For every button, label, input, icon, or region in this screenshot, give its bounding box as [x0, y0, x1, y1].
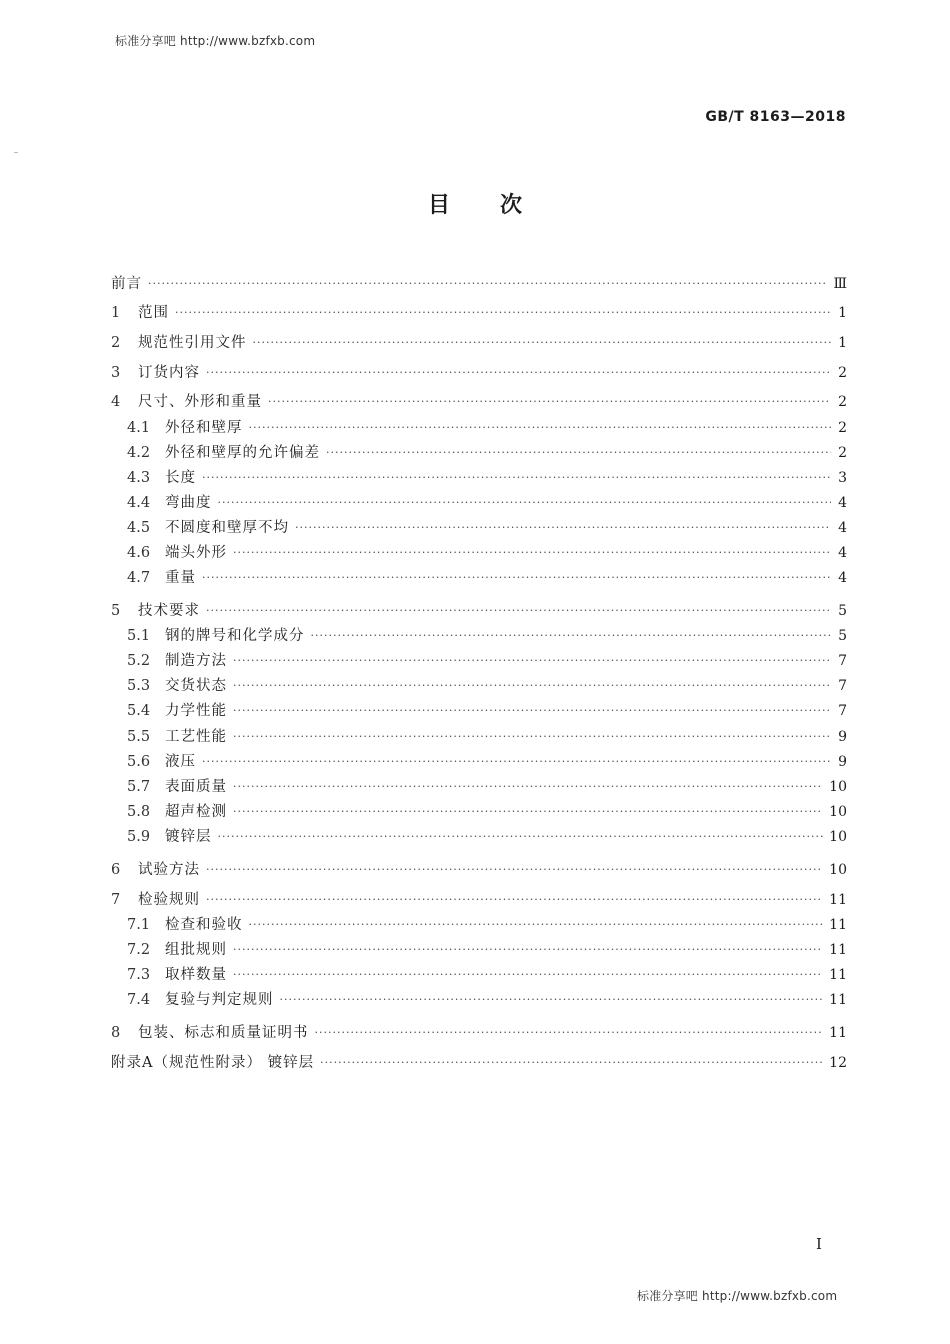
toc-entry[interactable]	[111, 671, 847, 696]
toc-entry-label: 前言	[111, 275, 142, 292]
toc-entry-number: 4.7	[127, 570, 151, 587]
toc-entry-label: 取样数量	[165, 966, 227, 983]
toc-entry-number: 4.1	[127, 419, 151, 436]
toc-entry-label: 长度	[165, 469, 196, 486]
toc-dot-leader	[249, 418, 832, 438]
toc-entry-page: 2	[838, 444, 847, 461]
toc-entry-number: 5.5	[127, 728, 151, 745]
toc-entry-label: 力学性能	[165, 703, 227, 720]
toc-dot-leader	[206, 601, 831, 621]
toc-entry-page: 1	[838, 335, 847, 352]
toc-dot-leader	[233, 543, 831, 563]
toc-entry[interactable]	[111, 588, 847, 621]
toc-entry[interactable]	[111, 847, 847, 880]
toc-entry[interactable]	[111, 747, 847, 772]
toc-dot-leader	[218, 827, 824, 847]
toc-entry-page: Ⅲ	[833, 275, 847, 292]
toc-dot-leader	[268, 392, 831, 412]
toc-entry-label: 弯曲度	[165, 494, 212, 511]
toc-entry[interactable]	[111, 880, 847, 910]
toc-entry[interactable]	[111, 463, 847, 488]
toc-entry-page: 7	[838, 678, 847, 695]
toc-entry[interactable]	[111, 797, 847, 822]
toc-entry-label: 不圆度和壁厚不均	[165, 519, 289, 536]
toc-entry-number: 7.1	[127, 916, 151, 933]
toc-dot-leader	[202, 468, 831, 488]
toc-entry[interactable]	[111, 323, 847, 353]
toc-entry[interactable]	[111, 1043, 847, 1073]
standard-code: GB/T 8163—2018	[705, 109, 846, 125]
toc-entry[interactable]	[111, 935, 847, 960]
toc-entry-label: 订货内容	[138, 364, 200, 381]
toc-entry-page: 10	[829, 803, 847, 820]
toc-entry-label: 钢的牌号和化学成分	[165, 628, 305, 645]
toc-entry-number: 5.3	[127, 678, 151, 695]
toc-entry-number: 4.2	[127, 444, 151, 461]
toc-entry-page: 4	[838, 570, 847, 587]
toc-entry[interactable]	[111, 772, 847, 797]
toc-entry-label: 液压	[165, 753, 196, 770]
toc-entry-number: 5	[111, 603, 121, 620]
toc-entry-page: 9	[838, 728, 847, 745]
toc-entry-page: 2	[838, 419, 847, 436]
toc-entry-page: 11	[829, 916, 847, 933]
toc-entry[interactable]	[111, 438, 847, 463]
toc-entry-label: 附录A（规范性附录） 镀锌层	[111, 1054, 315, 1071]
toc-entry-label: 包装、标志和质量证明书	[138, 1025, 309, 1041]
toc-entry-number: 7	[111, 891, 121, 908]
toc-entry-number: 4.4	[127, 494, 151, 511]
toc-entry-label: 制造方法	[165, 653, 227, 670]
toc-entry-number: 5.2	[127, 653, 151, 670]
toc-entry-number: 7.3	[127, 966, 151, 983]
toc-dot-leader	[233, 727, 831, 747]
toc-entry-page: 10	[829, 778, 847, 795]
toc-entry-page: 5	[838, 603, 847, 620]
toc-entry-page: 2	[838, 364, 847, 381]
toc-dot-leader	[175, 303, 831, 323]
toc-entry-label: 镀锌层	[165, 828, 212, 845]
page-title: 目次	[427, 193, 572, 218]
toc-entry-page: 11	[829, 891, 847, 908]
toc-entry-label: 超声检测	[165, 803, 227, 820]
toc-entry[interactable]	[111, 1010, 847, 1043]
toc-entry-label: 检查和验收	[165, 916, 243, 933]
toc-dot-leader	[233, 651, 831, 671]
toc-dot-leader	[148, 274, 827, 294]
toc-entry[interactable]	[111, 910, 847, 935]
toc-dot-leader	[253, 333, 832, 353]
toc-entry-number: 5.7	[127, 778, 151, 795]
toc-dot-leader	[206, 890, 823, 910]
toc-entry-page: 4	[838, 494, 847, 511]
toc-entry[interactable]	[111, 721, 847, 746]
toc-entry-number: 4	[111, 394, 121, 411]
toc-entry-label: 组批规则	[165, 941, 227, 958]
toc-entry[interactable]	[111, 513, 847, 538]
toc-entry[interactable]	[111, 563, 847, 588]
toc-entry-label: 复验与判定规则	[165, 992, 274, 1008]
toc-entry-number: 4.3	[127, 469, 151, 486]
toc-entry-number: 5.8	[127, 803, 151, 820]
toc-entry[interactable]	[111, 353, 847, 383]
toc-entry[interactable]	[111, 822, 847, 847]
toc-dot-leader	[295, 518, 831, 538]
toc-entry-page: 9	[838, 753, 847, 770]
toc-dot-leader	[315, 1023, 824, 1043]
toc-entry-number: 6	[111, 861, 121, 878]
toc-entry-number: 5.9	[127, 828, 151, 845]
toc-entry-label: 工艺性能	[165, 728, 227, 745]
toc-entry-label: 交货状态	[165, 678, 227, 695]
toc-entry-number: 2	[111, 335, 121, 352]
toc-entry-label: 范围	[138, 305, 169, 322]
toc-entry-page: 11	[829, 1025, 847, 1041]
toc-entry[interactable]	[111, 294, 847, 324]
toc-entry-page: 7	[838, 703, 847, 720]
toc-dot-leader	[206, 860, 823, 880]
toc-entry-number: 1	[111, 305, 121, 322]
toc-dot-leader	[233, 965, 823, 985]
toc-entry-label: 外径和壁厚	[165, 419, 243, 436]
toc-entry-label: 技术要求	[138, 603, 200, 620]
toc-entry-page: 12	[829, 1054, 847, 1071]
toc-entry-page: 4	[838, 545, 847, 561]
toc-dot-leader	[218, 493, 832, 513]
toc-entry-number: 5.4	[127, 703, 151, 720]
toc-entry-number: 7.4	[127, 992, 151, 1008]
toc-entry-number: 4.5	[127, 519, 151, 536]
toc-entry-page: 10	[829, 828, 847, 845]
toc-dot-leader	[233, 676, 831, 696]
toc-entry-label: 端头外形	[165, 545, 227, 561]
toc-entry-page: 7	[838, 653, 847, 670]
toc-entry-page: 1	[838, 305, 847, 322]
toc-dot-leader	[206, 363, 831, 383]
toc-entry[interactable]	[111, 646, 847, 671]
toc-entry-label: 重量	[165, 570, 196, 587]
toc-entry-label: 表面质量	[165, 778, 227, 795]
toc-entry[interactable]	[111, 412, 847, 437]
toc-dot-leader	[233, 777, 823, 797]
toc-entry-label: 外径和壁厚的允许偏差	[165, 444, 320, 461]
toc-entry[interactable]	[111, 538, 847, 563]
toc-dot-leader	[280, 990, 824, 1010]
toc-entry-number: 7.2	[127, 941, 151, 958]
toc-dot-leader	[233, 701, 831, 721]
toc-entry-number: 3	[111, 364, 121, 381]
toc-dot-leader	[233, 940, 823, 960]
toc-entry[interactable]	[111, 264, 847, 294]
toc-entry-page: 11	[829, 966, 847, 983]
toc-entry-number: 5.6	[127, 753, 151, 770]
toc-entry-page: 5	[838, 628, 847, 645]
toc-entry-page: 10	[829, 861, 847, 878]
page-number: I	[816, 1235, 822, 1253]
toc-entry-label: 尺寸、外形和重量	[138, 394, 262, 411]
toc-entry-label: 试验方法	[138, 861, 200, 878]
toc-entry-number: 8	[111, 1025, 121, 1041]
scan-speck	[14, 152, 18, 153]
toc-entry-page: 11	[829, 992, 847, 1008]
toc-entry-number: 5.1	[127, 628, 151, 645]
toc-dot-leader	[249, 915, 824, 935]
toc-entry-page: 11	[829, 941, 847, 958]
toc-entry[interactable]	[111, 696, 847, 721]
toc-dot-leader	[326, 443, 831, 463]
toc-entry-page: 4	[838, 519, 847, 536]
toc-entry-page: 2	[838, 394, 847, 411]
toc-entry[interactable]	[111, 488, 847, 513]
toc-entry[interactable]	[111, 621, 847, 646]
toc-dot-leader	[202, 752, 831, 772]
toc-dot-leader	[311, 626, 832, 646]
watermark-bottom: 标准分享吧 http://www.bzfxb.com	[637, 1289, 838, 1303]
toc-entry[interactable]	[111, 985, 847, 1010]
table-of-contents	[111, 264, 847, 1073]
toc-dot-leader	[202, 568, 831, 588]
watermark-top: 标准分享吧 http://www.bzfxb.com	[115, 34, 316, 48]
toc-entry-label: 检验规则	[138, 891, 200, 908]
toc-entry[interactable]	[111, 960, 847, 985]
toc-entry-number: 4.6	[127, 545, 151, 561]
toc-dot-leader	[233, 802, 823, 822]
toc-entry-page: 3	[838, 469, 847, 486]
toc-dot-leader	[320, 1053, 823, 1073]
toc-entry-label: 规范性引用文件	[138, 335, 247, 352]
toc-entry[interactable]	[111, 383, 847, 413]
